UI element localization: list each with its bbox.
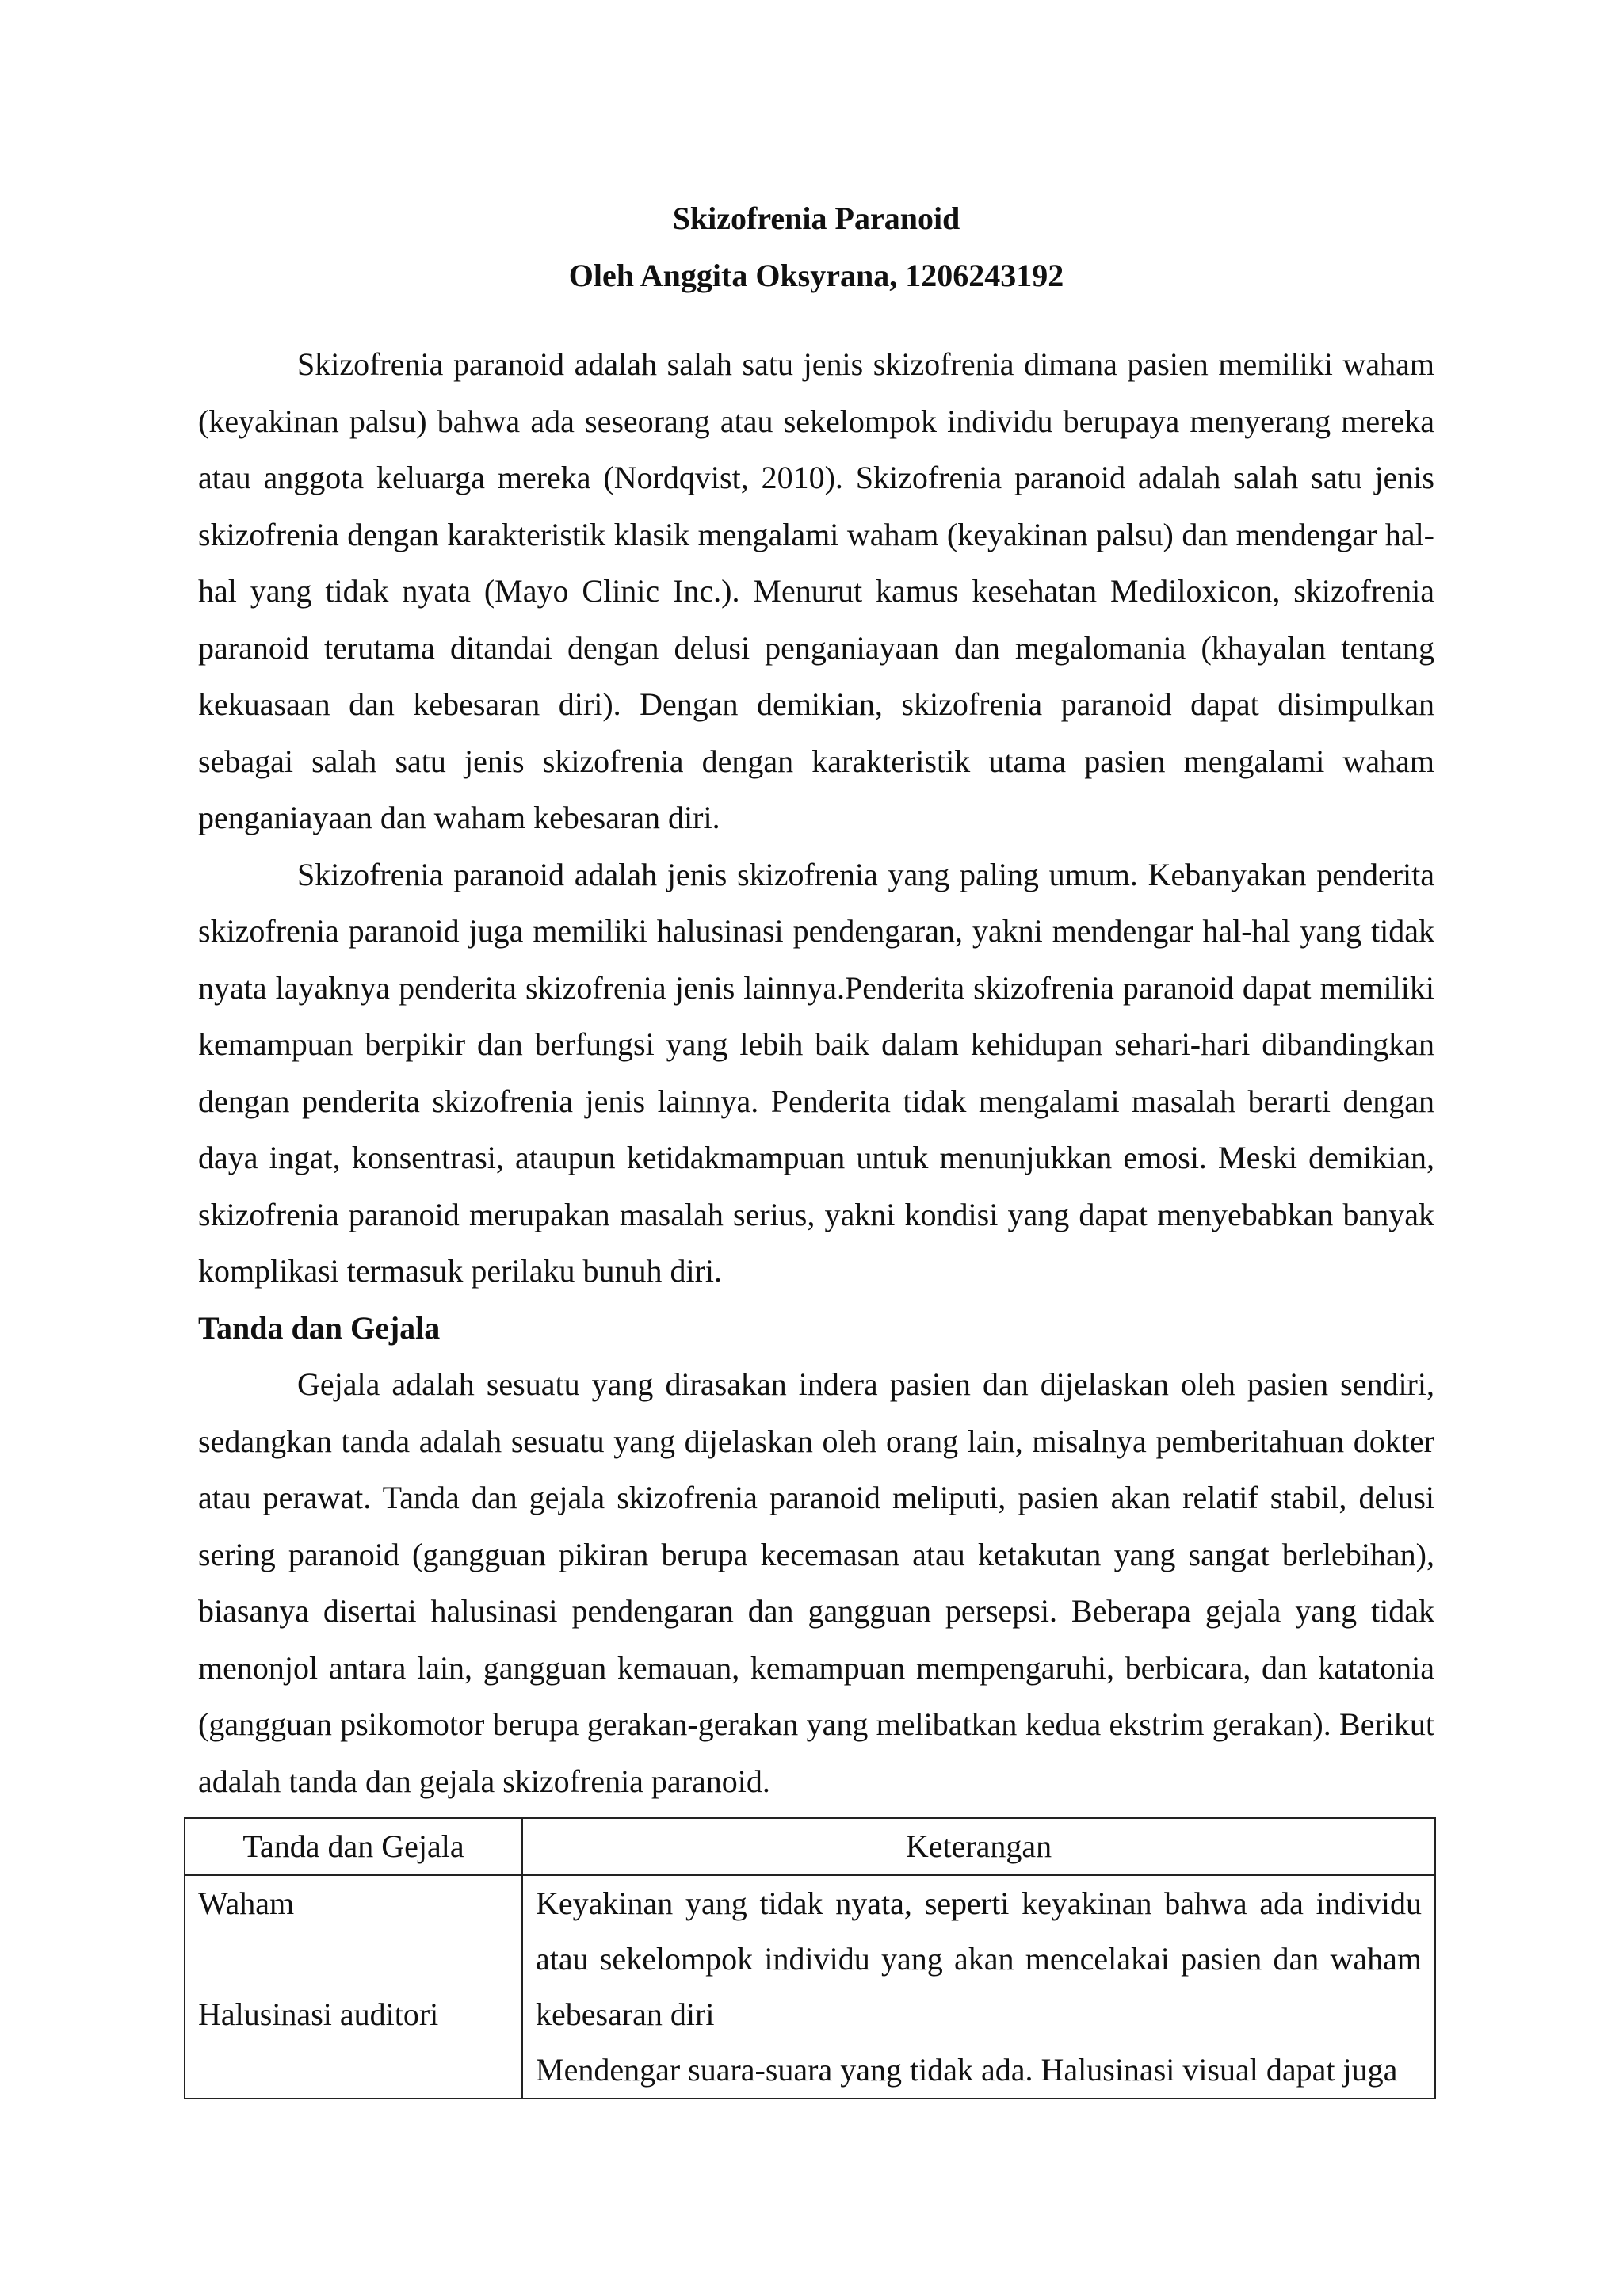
table-cell-sign-text: Waham xyxy=(198,1885,295,1921)
paragraph-common-type: Skizofrenia paranoid adalah jenis skizofrenia yang paling umum. Kebanyakan penderita skizofrenia paranoid juga memiliki halusinasi pendengaran, yakni mendengar hal-hal yang tidak nyata layaknya penderita skizofrenia jenis lainnya.Penderita skizofrenia paranoid dapat memiliki kemampuan berpikir dan berfungsi yang lebih baik dalam kehidupan sehari-hari dibandingkan dengan penderita skizofrenia jenis lainnya. Penderita tidak mengalami masalah berarti dengan daya ingat, konsentrasi, ataupun ketidakmampuan untuk menunjukkan emosi. Meski demikian, skizofrenia paranoid merupakan masalah serius, yakni kondisi yang dapat menyebabkan banyak komplikasi termasuk perilaku bunuh diri. xyxy=(198,856,1434,1289)
table-cell-description xyxy=(522,1875,1435,2099)
table-cell-sign xyxy=(185,1875,522,2099)
title-spacer xyxy=(198,304,1434,336)
table-cell-description-text: Mendengar suara-suara yang tidak ada. Halusinasi visual dapat juga xyxy=(536,2052,1398,2088)
document-body xyxy=(198,190,1434,2099)
paragraph-signs-symptoms: Gejala adalah sesuatu yang dirasakan indera pasien dan dijelaskan oleh pasien sendiri, sedangkan tanda adalah sesuatu yang dijelaskan oleh orang lain, misalnya pemberitahuan dokter atau perawat. Tanda dan gejala skizofrenia paranoid meliputi, pasien akan relatif stabil, delusi sering paranoid (gangguan pikiran berupa kecemasan atau ketakutan yang sangat berlebihan), biasanya disertai halusinasi pendengaran dan gangguan persepsi. Beberapa gejala yang tidak menonjol antara lain, gangguan kemauan, kemampuan mempengaruhi, berbicara, dan katatonia (gangguan psikomotor berupa gerakan-gerakan yang melibatkan kedua ekstrim gerakan). Berikut adalah tanda dan gejala skizofrenia paranoid. xyxy=(198,1366,1434,1799)
table-header-description: Keterangan xyxy=(522,1818,1435,1875)
paragraph-definition: Skizofrenia paranoid adalah salah satu jenis skizofrenia dimana pasien memiliki waham (keyakinan palsu) bahwa ada seseorang atau sekelompok individu berupaya menyerang mereka atau anggota keluarga mereka (Nordqvist, 2010). Skizofrenia paranoid adalah salah satu jenis skizofrenia dengan karakteristik klasik mengalami waham (keyakinan palsu) dan mendengar hal-hal yang tidak nyata (Mayo Clinic Inc.). Menurut kamus kesehatan Mediloxicon, skizofrenia paranoid terutama ditandai dengan delusi penganiayaan dan megalomania (khayalan tentang kekuasaan dan kebesaran diri). Dengan demikian, skizofrenia paranoid dapat disimpulkan sebagai salah satu jenis skizofrenia dengan karakteristik utama pasien mengalami waham penganiayaan dan waham kebesaran diri. xyxy=(198,346,1434,835)
table-header-sign: Tanda dan Gejala xyxy=(185,1818,522,1875)
symptoms-table xyxy=(184,1817,1436,2099)
section-heading: Tanda dan Gejala xyxy=(198,1309,441,1346)
table-header-row xyxy=(185,1818,1435,1875)
author-line: Oleh Anggita Oksyrana, 1206243192 xyxy=(568,258,1064,293)
table-cell-sign-text: Halusinasi auditori xyxy=(198,1996,439,2032)
table-row xyxy=(185,1875,1435,2099)
table-cell-description-text: Keyakinan yang tidak nyata, seperti keyakinan bahwa ada individu atau sekelompok individu yang akan mencelakai pasien dan waham kebesaran diri xyxy=(536,1885,1422,2032)
document-title: Skizofrenia Paranoid xyxy=(672,201,960,236)
